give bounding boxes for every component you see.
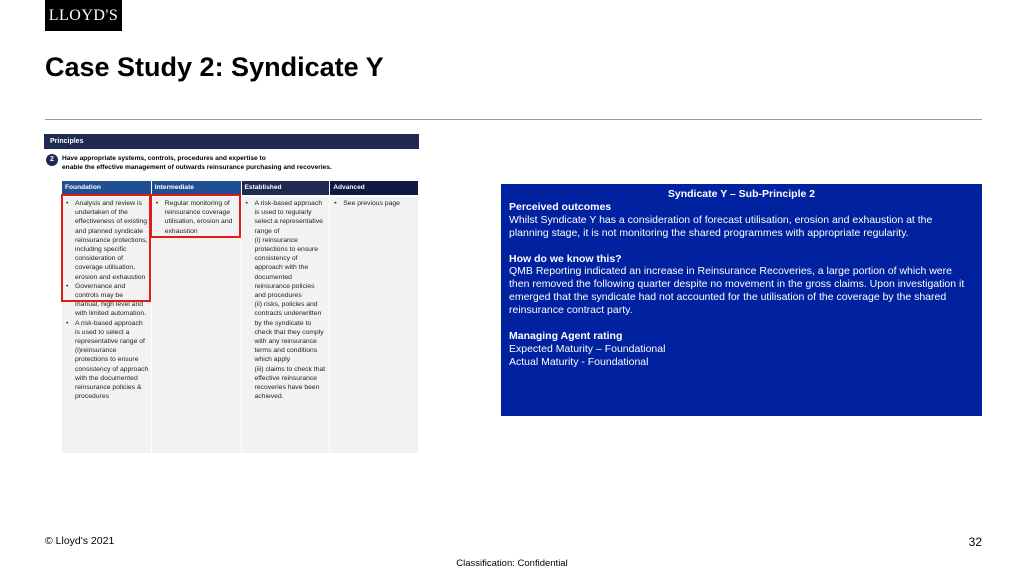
principle-statement <box>44 149 419 179</box>
column-heading-intermediate: Intermediate <box>152 181 241 195</box>
column-heading-established: Established <box>242 181 330 195</box>
column-body-established <box>242 197 330 453</box>
page-title: Case Study 2: Syndicate Y <box>45 52 384 82</box>
perceived-outcomes-text: Whilst Syndicate Y has a consideration of forecast utilisation, erosion and exhaustion at the planning stage, it is not monitoring the shared programmes with appropriate regularity. <box>509 213 933 239</box>
intermediate-bullet: • Regular monitoring of reinsurance coverage utilisation, erosion and exhaustion <box>156 199 239 236</box>
principles-header: Principles <box>44 134 419 149</box>
expected-maturity: Expected Maturity – Foundational <box>509 342 666 355</box>
principle-text-line1: Have appropriate systems, controls, procedures and expertise to <box>62 155 266 162</box>
foundation-bullet: • Analysis and review is undertaken of the effectiveness of existing and planned syndicate reinsurance protections, including specific consideration of coverage utilisation, erosion and exhaustion <box>66 199 149 282</box>
syndicate-summary-box <box>501 184 982 416</box>
foundation-bullet: • A risk-based approach is used to select a representative range of (i)reinsurance protections to ensure consistency of approach with the documented reinsurance policies & procedures <box>66 319 149 402</box>
classification-label: Classification: Confidential <box>456 558 568 569</box>
column-heading-advanced: Advanced <box>330 181 418 195</box>
intermediate-highlight-box <box>150 194 241 238</box>
how-do-we-know-heading: How do we know this? <box>509 252 622 265</box>
copyright: © Lloyd's 2021 <box>45 535 115 547</box>
established-subitem: (i) reinsurance protections to ensure consistency of approach with the documented reinsurance policies and procedures <box>254 236 318 300</box>
agent-rating-heading: Managing Agent rating <box>509 329 623 342</box>
established-bullet: • A risk-based approach is used to regularly select a representative range of <box>246 199 328 236</box>
actual-maturity: Actual Maturity - Foundational <box>509 355 649 368</box>
foundation-bullet: • Governance and controls may be manual, high level and with limited automation. <box>66 282 149 319</box>
principle-number-badge: 2 <box>46 154 58 166</box>
box-title: Syndicate Y – Sub-Principle 2 <box>667 188 816 200</box>
lloyds-logo: LLOYD'S <box>45 0 122 31</box>
principle-text-line2: enable the effective management of outwards reinsurance purchasing and recoveries. <box>62 164 332 171</box>
foundation-highlight-box <box>61 194 151 302</box>
established-subitem: (ii) risks, policies and contracts underwritten by the syndicate to check that they comply with any reinsurance terms and conditions which apply <box>254 301 324 364</box>
perceived-outcomes-heading: Perceived outcomes <box>509 200 612 213</box>
column-heading-foundation: Foundation <box>62 181 151 195</box>
how-do-we-know-text: QMB Reporting indicated an increase in Reinsurance Recoveries, a large portion of which were then removed the following quarter despite no movement in the gross claims. Upon investigation it emerged that the syndicate had not accounted for the utilisation of the coverage by the shared reinsurance contract party. <box>509 265 965 317</box>
established-subitem: (iii) claims to check that effective reinsurance recoveries have been achieved. <box>254 365 326 401</box>
page-number: 32 <box>968 535 982 549</box>
principles-table <box>44 134 419 401</box>
title-divider <box>45 119 982 120</box>
column-body-advanced <box>330 197 418 453</box>
advanced-bullet: • See previous page <box>334 199 416 208</box>
